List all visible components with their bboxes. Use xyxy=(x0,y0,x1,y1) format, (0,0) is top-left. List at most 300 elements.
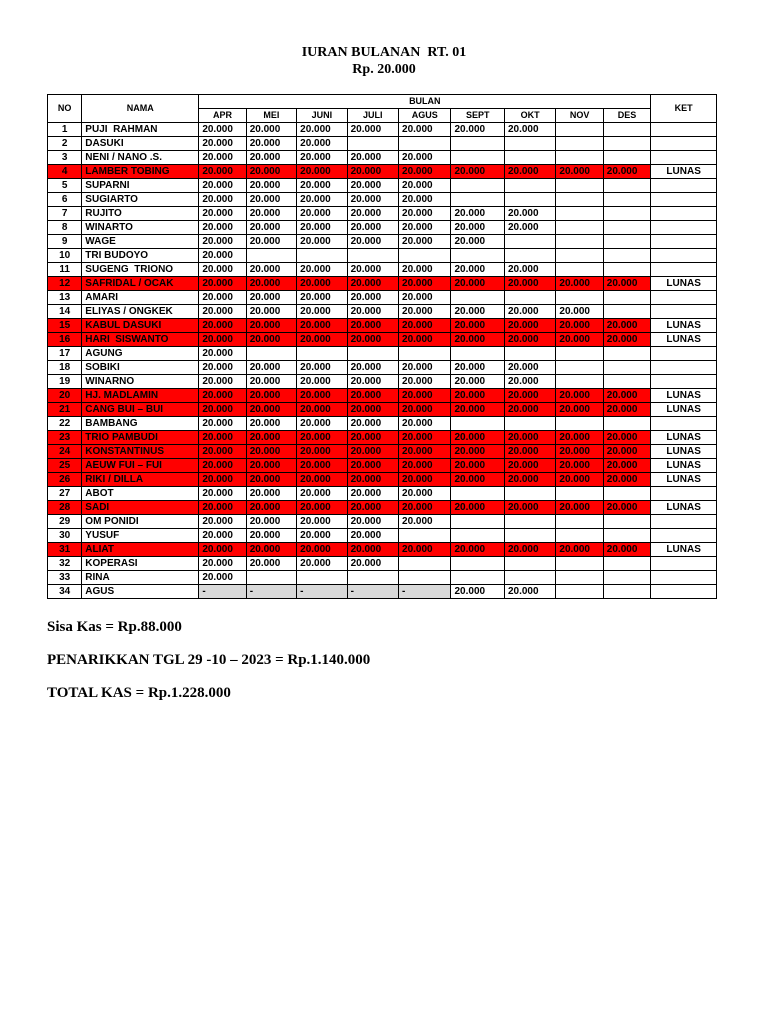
row-no: 27 xyxy=(48,487,82,501)
row-ket xyxy=(651,263,717,277)
row-no: 15 xyxy=(48,319,82,333)
payment-cell xyxy=(603,221,651,235)
iuran-table xyxy=(47,94,717,599)
payment-cell xyxy=(504,137,555,151)
row-no: 29 xyxy=(48,515,82,529)
payment-cell: 20.000 xyxy=(347,557,398,571)
row-ket xyxy=(651,235,717,249)
row-no: 3 xyxy=(48,151,82,165)
table-row xyxy=(48,235,717,249)
row-no: 14 xyxy=(48,305,82,319)
payment-cell: 20.000 xyxy=(199,123,246,137)
payment-cell: 20.000 xyxy=(297,389,347,403)
payment-cell: 20.000 xyxy=(199,361,246,375)
payment-cell: 20.000 xyxy=(451,501,504,515)
payment-cell: 20.000 xyxy=(399,221,451,235)
payment-cell: 20.000 xyxy=(347,501,398,515)
payment-cell: 20.000 xyxy=(347,193,398,207)
payment-cell: 20.000 xyxy=(504,221,555,235)
payment-cell: 20.000 xyxy=(603,445,651,459)
payment-cell xyxy=(556,235,603,249)
payment-cell: 20.000 xyxy=(297,375,347,389)
payment-cell: 20.000 xyxy=(347,389,398,403)
payment-cell xyxy=(246,571,296,585)
payment-cell: 20.000 xyxy=(199,417,246,431)
month-header: SEPT xyxy=(451,109,504,123)
row-nama: SOBIKI xyxy=(82,361,199,375)
row-ket xyxy=(651,207,717,221)
payment-cell: 20.000 xyxy=(297,431,347,445)
row-ket: LUNAS xyxy=(651,389,717,403)
payment-cell: 20.000 xyxy=(399,417,451,431)
row-ket: LUNAS xyxy=(651,473,717,487)
sisa-kas: Sisa Kas = Rp.88.000 xyxy=(47,619,182,635)
payment-cell: 20.000 xyxy=(199,403,246,417)
payment-cell: 20.000 xyxy=(451,221,504,235)
month-header: OKT xyxy=(504,109,555,123)
row-nama: SADI xyxy=(82,501,199,515)
table-row xyxy=(48,543,717,557)
payment-cell: 20.000 xyxy=(246,445,296,459)
payment-cell: 20.000 xyxy=(347,319,398,333)
payment-cell xyxy=(603,137,651,151)
row-ket xyxy=(651,291,717,305)
payment-cell xyxy=(504,249,555,263)
payment-cell: 20.000 xyxy=(399,501,451,515)
payment-cell: 20.000 xyxy=(556,431,603,445)
payment-cell: 20.000 xyxy=(504,501,555,515)
row-ket xyxy=(651,515,717,529)
payment-cell: 20.000 xyxy=(556,333,603,347)
payment-cell xyxy=(556,515,603,529)
payment-cell: 20.000 xyxy=(246,319,296,333)
payment-cell xyxy=(399,529,451,543)
payment-cell xyxy=(556,151,603,165)
header-nama: NAMA xyxy=(82,95,199,123)
payment-cell: 20.000 xyxy=(199,375,246,389)
payment-cell xyxy=(246,347,296,361)
payment-cell xyxy=(603,193,651,207)
payment-cell: 20.000 xyxy=(199,221,246,235)
payment-cell: 20.000 xyxy=(347,543,398,557)
payment-cell: 20.000 xyxy=(451,235,504,249)
payment-cell: 20.000 xyxy=(297,291,347,305)
payment-cell: 20.000 xyxy=(199,473,246,487)
row-no: 34 xyxy=(48,585,82,599)
table-row xyxy=(48,277,717,291)
payment-cell: 20.000 xyxy=(246,165,296,179)
payment-cell: 20.000 xyxy=(246,417,296,431)
payment-cell: 20.000 xyxy=(199,501,246,515)
payment-cell: 20.000 xyxy=(246,375,296,389)
row-ket xyxy=(651,347,717,361)
payment-cell: 20.000 xyxy=(246,305,296,319)
payment-cell: 20.000 xyxy=(347,165,398,179)
payment-cell: 20.000 xyxy=(347,515,398,529)
payment-cell xyxy=(603,291,651,305)
payment-cell: 20.000 xyxy=(504,319,555,333)
row-nama: DASUKI xyxy=(82,137,199,151)
payment-cell: 20.000 xyxy=(297,165,347,179)
row-nama: BAMBANG xyxy=(82,417,199,431)
payment-cell xyxy=(603,487,651,501)
payment-cell: 20.000 xyxy=(399,123,451,137)
payment-cell: 20.000 xyxy=(297,207,347,221)
row-ket xyxy=(651,137,717,151)
payment-cell xyxy=(504,487,555,501)
month-header: NOV xyxy=(556,109,603,123)
payment-cell: 20.000 xyxy=(199,389,246,403)
payment-cell: 20.000 xyxy=(451,319,504,333)
payment-cell: 20.000 xyxy=(451,445,504,459)
payment-cell xyxy=(603,263,651,277)
payment-cell xyxy=(347,249,398,263)
payment-cell: - xyxy=(246,585,296,599)
payment-cell xyxy=(603,347,651,361)
payment-cell: 20.000 xyxy=(556,445,603,459)
row-no: 28 xyxy=(48,501,82,515)
document-subtitle: Rp. 20.000 xyxy=(352,62,416,77)
payment-cell: 20.000 xyxy=(603,333,651,347)
row-ket: LUNAS xyxy=(651,459,717,473)
payment-cell: 20.000 xyxy=(451,305,504,319)
row-no: 30 xyxy=(48,529,82,543)
payment-cell: 20.000 xyxy=(504,333,555,347)
payment-cell: 20.000 xyxy=(199,529,246,543)
payment-cell: 20.000 xyxy=(199,347,246,361)
payment-cell: 20.000 xyxy=(246,123,296,137)
payment-cell: 20.000 xyxy=(297,403,347,417)
payment-cell: 20.000 xyxy=(246,473,296,487)
payment-cell xyxy=(451,515,504,529)
payment-cell: 20.000 xyxy=(347,151,398,165)
table-row xyxy=(48,585,717,599)
row-nama: SUGENG TRIONO xyxy=(82,263,199,277)
payment-cell: 20.000 xyxy=(297,319,347,333)
payment-cell: 20.000 xyxy=(451,403,504,417)
payment-cell: 20.000 xyxy=(347,431,398,445)
payment-cell: - xyxy=(199,585,246,599)
row-nama: WINARNO xyxy=(82,375,199,389)
payment-cell: 20.000 xyxy=(399,235,451,249)
payment-cell: 20.000 xyxy=(451,375,504,389)
payment-cell: 20.000 xyxy=(399,193,451,207)
row-no: 11 xyxy=(48,263,82,277)
table-row xyxy=(48,249,717,263)
payment-cell: 20.000 xyxy=(556,277,603,291)
row-no: 7 xyxy=(48,207,82,221)
payment-cell: 20.000 xyxy=(347,123,398,137)
payment-cell xyxy=(603,235,651,249)
row-nama: KONSTANTINUS xyxy=(82,445,199,459)
payment-cell xyxy=(504,193,555,207)
payment-cell xyxy=(603,179,651,193)
payment-cell xyxy=(556,487,603,501)
payment-cell: 20.000 xyxy=(399,291,451,305)
payment-cell: 20.000 xyxy=(399,515,451,529)
payment-cell xyxy=(556,249,603,263)
payment-cell xyxy=(297,571,347,585)
payment-cell: 20.000 xyxy=(246,263,296,277)
row-ket: LUNAS xyxy=(651,319,717,333)
payment-cell: 20.000 xyxy=(297,179,347,193)
payment-cell: 20.000 xyxy=(504,459,555,473)
payment-cell: 20.000 xyxy=(399,263,451,277)
payment-cell: 20.000 xyxy=(199,319,246,333)
payment-cell: 20.000 xyxy=(246,193,296,207)
row-no: 1 xyxy=(48,123,82,137)
table-row xyxy=(48,487,717,501)
payment-cell: 20.000 xyxy=(451,123,504,137)
row-ket xyxy=(651,571,717,585)
payment-cell: 20.000 xyxy=(246,529,296,543)
table-row xyxy=(48,305,717,319)
payment-cell: 20.000 xyxy=(603,431,651,445)
row-nama: CANG BUI – BUI xyxy=(82,403,199,417)
payment-cell: 20.000 xyxy=(246,431,296,445)
payment-cell: 20.000 xyxy=(451,333,504,347)
row-no: 12 xyxy=(48,277,82,291)
payment-cell: 20.000 xyxy=(451,277,504,291)
payment-cell: 20.000 xyxy=(451,543,504,557)
row-no: 22 xyxy=(48,417,82,431)
row-nama: WAGE xyxy=(82,235,199,249)
payment-cell xyxy=(556,529,603,543)
payment-cell: 20.000 xyxy=(451,165,504,179)
row-nama: OM PONIDI xyxy=(82,515,199,529)
payment-cell: 20.000 xyxy=(504,473,555,487)
payment-cell xyxy=(556,417,603,431)
row-no: 33 xyxy=(48,571,82,585)
row-nama: SAFRIDAL / OCAK xyxy=(82,277,199,291)
payment-cell: 20.000 xyxy=(451,361,504,375)
row-ket: LUNAS xyxy=(651,277,717,291)
payment-cell xyxy=(556,557,603,571)
payment-cell: 20.000 xyxy=(347,291,398,305)
payment-cell: 20.000 xyxy=(603,389,651,403)
document-header xyxy=(0,44,768,78)
payment-cell: 20.000 xyxy=(603,543,651,557)
payment-cell: 20.000 xyxy=(199,235,246,249)
table-row xyxy=(48,431,717,445)
payment-cell: 20.000 xyxy=(297,445,347,459)
payment-cell xyxy=(347,571,398,585)
payment-cell: 20.000 xyxy=(199,515,246,529)
table-body xyxy=(48,123,717,599)
payment-cell: 20.000 xyxy=(504,123,555,137)
payment-cell xyxy=(504,235,555,249)
payment-cell xyxy=(556,291,603,305)
payment-cell: 20.000 xyxy=(504,431,555,445)
payment-cell: 20.000 xyxy=(347,263,398,277)
row-nama: RINA xyxy=(82,571,199,585)
table-row xyxy=(48,403,717,417)
payment-cell: 20.000 xyxy=(347,277,398,291)
table-row xyxy=(48,137,717,151)
payment-cell: 20.000 xyxy=(451,585,504,599)
payment-cell: 20.000 xyxy=(399,445,451,459)
payment-cell: 20.000 xyxy=(297,151,347,165)
payment-cell: 20.000 xyxy=(297,123,347,137)
payment-cell: 20.000 xyxy=(504,543,555,557)
row-no: 9 xyxy=(48,235,82,249)
table-row xyxy=(48,389,717,403)
row-nama: TRIO PAMBUDI xyxy=(82,431,199,445)
payment-cell: 20.000 xyxy=(347,361,398,375)
payment-cell xyxy=(504,291,555,305)
payment-cell: 20.000 xyxy=(451,389,504,403)
payment-cell: 20.000 xyxy=(347,333,398,347)
payment-cell: 20.000 xyxy=(556,459,603,473)
row-nama: NENI / NANO .S. xyxy=(82,151,199,165)
payment-cell xyxy=(603,417,651,431)
row-nama: HJ. MADLAMIN xyxy=(82,389,199,403)
table-row xyxy=(48,375,717,389)
row-no: 10 xyxy=(48,249,82,263)
payment-cell: 20.000 xyxy=(556,389,603,403)
row-nama: AGUS xyxy=(82,585,199,599)
payment-cell: 20.000 xyxy=(246,179,296,193)
payment-cell: 20.000 xyxy=(246,137,296,151)
payment-cell: 20.000 xyxy=(297,221,347,235)
payment-cell: 20.000 xyxy=(399,277,451,291)
payment-cell xyxy=(603,151,651,165)
payment-cell xyxy=(451,291,504,305)
row-no: 26 xyxy=(48,473,82,487)
payment-cell: 20.000 xyxy=(297,193,347,207)
payment-cell: 20.000 xyxy=(199,487,246,501)
row-nama: TRI BUDOYO xyxy=(82,249,199,263)
payment-cell xyxy=(504,515,555,529)
payment-cell xyxy=(451,347,504,361)
month-header: MEI xyxy=(246,109,296,123)
payment-cell: 20.000 xyxy=(504,263,555,277)
payment-cell: 20.000 xyxy=(399,459,451,473)
month-header: JULI xyxy=(347,109,398,123)
month-header: JUNI xyxy=(297,109,347,123)
payment-cell xyxy=(451,571,504,585)
payment-cell: 20.000 xyxy=(399,305,451,319)
payment-cell xyxy=(297,347,347,361)
payment-cell xyxy=(399,347,451,361)
payment-cell: 20.000 xyxy=(246,361,296,375)
row-ket xyxy=(651,557,717,571)
payment-cell: 20.000 xyxy=(399,179,451,193)
payment-cell: 20.000 xyxy=(246,221,296,235)
table-row xyxy=(48,123,717,137)
payment-cell: 20.000 xyxy=(246,151,296,165)
row-nama: SUPARNI xyxy=(82,179,199,193)
payment-cell: 20.000 xyxy=(504,585,555,599)
payment-cell: 20.000 xyxy=(451,207,504,221)
payment-cell xyxy=(556,123,603,137)
payment-cell xyxy=(556,571,603,585)
payment-cell: 20.000 xyxy=(199,249,246,263)
payment-cell: 20.000 xyxy=(297,305,347,319)
payment-cell: 20.000 xyxy=(603,165,651,179)
row-no: 21 xyxy=(48,403,82,417)
payment-cell: - xyxy=(347,585,398,599)
row-ket xyxy=(651,417,717,431)
row-nama: RUJITO xyxy=(82,207,199,221)
document-title: IURAN BULANAN RT. 01 xyxy=(301,45,467,60)
payment-cell: 20.000 xyxy=(347,221,398,235)
payment-cell: 20.000 xyxy=(199,193,246,207)
table-row xyxy=(48,557,717,571)
payment-cell: 20.000 xyxy=(199,445,246,459)
payment-cell xyxy=(451,179,504,193)
row-no: 2 xyxy=(48,137,82,151)
payment-cell: 20.000 xyxy=(399,333,451,347)
payment-cell: 20.000 xyxy=(297,557,347,571)
payment-cell: 20.000 xyxy=(347,235,398,249)
table-row xyxy=(48,515,717,529)
payment-cell: 20.000 xyxy=(556,543,603,557)
payment-cell xyxy=(556,179,603,193)
row-no: 19 xyxy=(48,375,82,389)
payment-cell: 20.000 xyxy=(297,417,347,431)
payment-cell: 20.000 xyxy=(246,277,296,291)
payment-cell xyxy=(451,193,504,207)
payment-cell: 20.000 xyxy=(297,333,347,347)
payment-cell: 20.000 xyxy=(297,501,347,515)
row-ket xyxy=(651,361,717,375)
payment-cell: 20.000 xyxy=(199,291,246,305)
row-ket xyxy=(651,193,717,207)
row-ket xyxy=(651,375,717,389)
row-ket: LUNAS xyxy=(651,501,717,515)
payment-cell: 20.000 xyxy=(399,487,451,501)
row-ket: LUNAS xyxy=(651,543,717,557)
payment-cell xyxy=(603,123,651,137)
table-row xyxy=(48,207,717,221)
payment-cell xyxy=(504,557,555,571)
payment-cell: 20.000 xyxy=(246,557,296,571)
payment-cell: 20.000 xyxy=(603,501,651,515)
payment-cell: 20.000 xyxy=(347,445,398,459)
payment-cell: 20.000 xyxy=(199,557,246,571)
row-no: 6 xyxy=(48,193,82,207)
payment-cell: 20.000 xyxy=(297,515,347,529)
row-no: 32 xyxy=(48,557,82,571)
table-row xyxy=(48,333,717,347)
payment-cell: 20.000 xyxy=(246,515,296,529)
total-kas: TOTAL KAS = Rp.1.228.000 xyxy=(47,685,231,701)
payment-cell: 20.000 xyxy=(246,389,296,403)
payment-cell xyxy=(556,207,603,221)
table-row xyxy=(48,501,717,515)
table-row xyxy=(48,459,717,473)
payment-cell: 20.000 xyxy=(199,305,246,319)
payment-cell xyxy=(556,375,603,389)
payment-cell xyxy=(603,375,651,389)
payment-cell: 20.000 xyxy=(399,543,451,557)
payment-cell xyxy=(297,249,347,263)
payment-cell: 20.000 xyxy=(199,207,246,221)
table-row xyxy=(48,193,717,207)
payment-cell: 20.000 xyxy=(603,277,651,291)
table-row xyxy=(48,445,717,459)
row-ket xyxy=(651,487,717,501)
payment-cell: 20.000 xyxy=(556,473,603,487)
row-nama: KOPERASI xyxy=(82,557,199,571)
payment-cell xyxy=(603,305,651,319)
payment-cell: 20.000 xyxy=(347,375,398,389)
payment-cell: 20.000 xyxy=(399,151,451,165)
payment-cell xyxy=(603,529,651,543)
payment-cell xyxy=(399,137,451,151)
row-no: 31 xyxy=(48,543,82,557)
